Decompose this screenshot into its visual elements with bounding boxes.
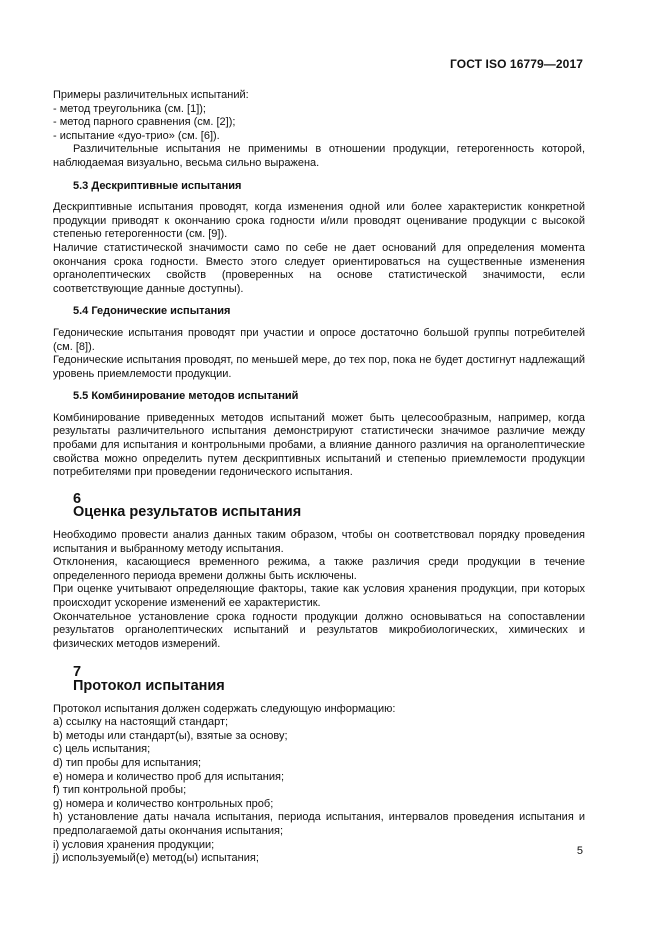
section-6-heading bbox=[53, 490, 585, 521]
section-number: 7 bbox=[73, 664, 82, 681]
section-5-3-heading: 5.3 Дескриптивные испытания bbox=[73, 179, 242, 192]
list-item: h) установление даты начала испытания, периода испытания, интервалов проведения испытания и предполагаемой даты окончания испытания; bbox=[53, 811, 585, 837]
section-5-4-heading: 5.4 Гедонические испытания bbox=[73, 305, 231, 318]
list-item: b) методы или стандарт(ы), взятые за основу; bbox=[53, 729, 288, 742]
paragraph: Гедонические испытания проводят при участии и опросе достаточно большой группы потребителей (см. [8]). bbox=[53, 326, 585, 353]
list-item: e) номера и количество проб для испытания; bbox=[53, 770, 285, 783]
intro-line: Примеры различительных испытаний: bbox=[53, 89, 249, 101]
standard-header: ГОСТ ISO 16779—2017 bbox=[450, 57, 583, 71]
paragraph: Наличие статистической значимости само по себе не дает оснований для определения момента окончания срока годности. Вместо этого следует ориентироваться на существенные изменения органолептических свойств (проверенных на основе статистической значимости, если соответствующие данные доступны). bbox=[53, 241, 585, 295]
intro-line: - метод треугольника (см. [1]); bbox=[53, 102, 206, 115]
paragraph bbox=[53, 143, 585, 170]
intro-line: - испытание «дуо-трио» (см. [6]). bbox=[53, 129, 220, 142]
list-item: i) условия хранения продукции; bbox=[53, 838, 215, 851]
section-7-heading bbox=[53, 666, 585, 693]
paragraph: Комбинирование приведенных методов испытаний может быть целесообразным, например, когда результаты различительного испытания демонстрируют статистически значимое различие между пробами для испытания и контрольными пробами, а влияние данного различия на органолептические свойства можно определить путем дескриптивных испытаний и степенью приемлемости продукции потребителями при проведении гедонического испытания. bbox=[53, 411, 585, 479]
section-5-5-heading: 5.5 Комбинирование методов испытаний bbox=[73, 390, 299, 403]
paragraph: При оценке учитывают определяющие факторы, такие как условия хранения продукции, при которых происходит ускорение изменений ее характеристик. bbox=[53, 583, 585, 609]
list-item: f) тип контрольной пробы; bbox=[53, 784, 187, 797]
list-item: a) ссылку на настоящий стандарт; bbox=[53, 716, 229, 729]
paragraph: Отклонения, касающиеся временного режима, а также различия среди продукции в течение определенного периода времени должны быть исключены. bbox=[53, 556, 585, 582]
page-number: 5 bbox=[576, 845, 583, 857]
intro-line: - метод парного сравнения (см. [2]); bbox=[53, 116, 236, 129]
list-item: g) номера и количество контрольных проб; bbox=[53, 797, 274, 810]
list-item: j) используемый(е) метод(ы) испытания; bbox=[53, 852, 259, 865]
paragraph: Необходимо провести анализ данных таким образом, чтобы он соответствовал порядку проведения испытания и выбранному методу испытания. bbox=[53, 529, 585, 555]
list-item: d) тип пробы для испытания; bbox=[53, 756, 202, 769]
list-item: c) цель испытания; bbox=[53, 743, 151, 756]
page-body bbox=[53, 89, 585, 866]
section-title: Протокол испытания bbox=[73, 677, 225, 694]
paragraph: Гедонические испытания проводят, по меньшей мере, до тех пор, пока не будет достигнут надлежащий уровень приемлемости продукции. bbox=[53, 354, 585, 380]
paragraph: Окончательное установление срока годности продукции должно основываться на сопоставлении результатов органолептических испытаний и результатов микробиологических, химических и физических методов измерений. bbox=[53, 610, 585, 650]
section-title: Оценка результатов испытания bbox=[73, 504, 302, 521]
paragraph: Протокол испытания должен содержать следующую информацию: bbox=[53, 702, 396, 715]
paragraph-text: Различительные испытания не применимы в отношении продукции, гетерогенность которой, наблюдаемая визуально, весьма сильно выражена. bbox=[53, 143, 585, 169]
section-number: 6 bbox=[73, 490, 82, 507]
paragraph: Дескриптивные испытания проводят, когда изменения одной или более характеристик конкретной продукции приводят к окончанию срока годности и/или проводят оценивание продукции с высокой степенью гетерогенности (см. [9]). bbox=[53, 201, 585, 241]
